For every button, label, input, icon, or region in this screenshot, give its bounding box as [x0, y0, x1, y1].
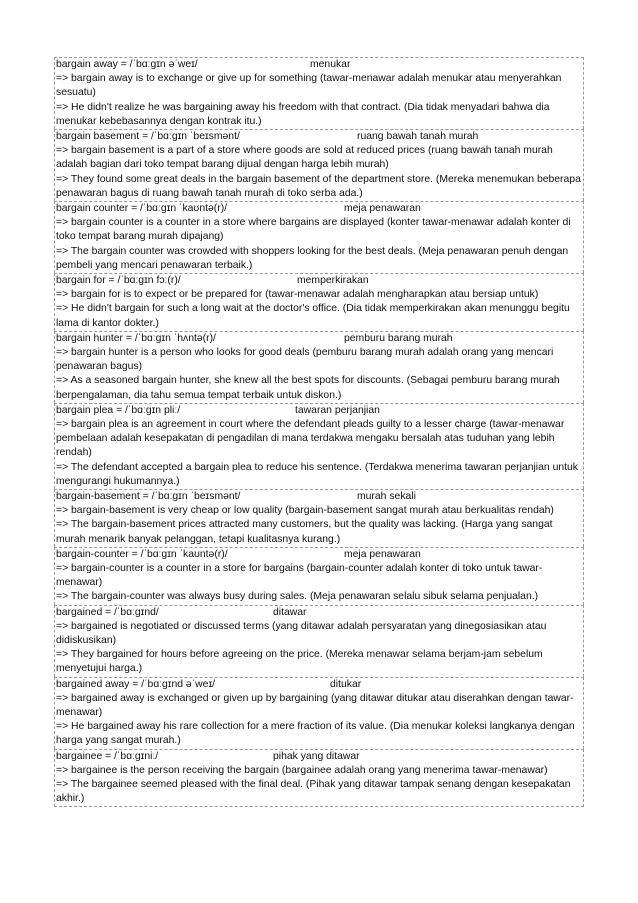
entry-example: => He bargained away his rare collection for a mere fraction of its value. (Dia menukar koleksi langkanya dengan harga yang sangat murah.) — [56, 721, 575, 747]
entry-example: => The bargainee seemed pleased with the final deal. (Pihak yang ditawar tampak senang dengan kesepakatan akhir.) — [56, 778, 571, 805]
entry-bargain-hunter — [54, 331, 584, 403]
entry-bargain-plea — [54, 403, 584, 489]
entry-term: bargain for = /ˈbɑːɡɪn fɔː(r)/ — [56, 275, 181, 286]
entry-example: => They found some great deals in the bargain basement of the department store. (Mereka menemukan beberapa penawaran bagus di ruang bawah tanah murah di toko serba ada.) — [56, 173, 581, 199]
entry-definition: => bargain away is to exchange or give up for something (tawar-menawar adalah menukar atau menyerahkan sesuatu) — [56, 73, 562, 99]
entry-bargain-basement-adj — [54, 489, 584, 547]
entry-definition: => bargained is negotiated or discussed terms (yang ditawar adalah persyaratan yang dinegosiasikan atau didiskusikan) — [56, 620, 547, 646]
entry-translation: ditukar — [330, 678, 362, 690]
entry-bargain-basement — [54, 129, 584, 201]
entry-definition: => bargain-basement is very cheap or low quality (bargain-basement sangat murah atau berkualitas rendah) — [56, 505, 554, 517]
entry-term: bargain away = /ˈbɑːɡɪn əˈweɪ/ — [56, 59, 198, 70]
entry-bargained — [54, 605, 584, 677]
entry-translation: ditawar — [273, 606, 307, 618]
entry-example: => The defendant accepted a bargain plea to reduce his sentence. (Terdakwa menerima tawaran perjanjian untuk mengurangi hukumannya.) — [56, 461, 578, 487]
entry-term: bargain-basement = /ˈbɑːɡɪn ˈbeɪsmənt/ — [56, 491, 241, 502]
entry-term: bargainee = /ˈbɑːɡɪniː/ — [56, 750, 159, 762]
entry-example: => He didn't realize he was bargaining away his freedom with that contract. (Dia tidak menyadari bahwa dia menukar kebebasannya dengan kontrak itu.) — [56, 101, 550, 127]
entry-definition: => bargainee is the person receiving the bargain (bargainee adalah orang yang menerima tawar-menawar) — [56, 764, 548, 776]
entry-translation: memperkirakan — [297, 275, 369, 286]
entry-definition: => bargain plea is an agreement in court where the defendant pleads guilty to a lesser charge (tawar-menawar pembelaan adalah kesepakatan di pengadilan di mana terdakwa mengaku bersalah atas tuduhan yang lebih rendah) — [56, 418, 565, 459]
entry-term: bargain basement = /ˈbɑːɡɪn ˈbeɪsmənt/ — [56, 131, 240, 142]
entry-term: bargain hunter = /ˈbɑːɡɪn ˈhʌntə(r)/ — [56, 332, 216, 344]
entry-bargainee — [54, 749, 584, 808]
entry-definition: => bargain basement is a part of a store where goods are sold at reduced prices (ruang bawah tanah murah adalah bagian dari toko tempat barang dijual dengan harga lebih murah) — [56, 145, 553, 171]
entry-example: => As a seasoned bargain hunter, she knew all the best spots for discounts. (Sebagai pemburu barang murah berpengalaman, dia tahu semua tempat terbaik untuk diskon.) — [56, 375, 560, 401]
entry-bargained-away — [54, 677, 584, 749]
entry-term: bargain plea = /ˈbɑːɡɪn pliː/ — [56, 404, 181, 416]
entry-translation: tawaran perjanjian — [295, 404, 380, 416]
entry-term: bargained = /ˈbɑːɡɪnd/ — [56, 606, 159, 618]
entry-example: => The bargain-basement prices attracted many customers, but the quality was lacking. (Harga yang sangat murah menarik banyak pelanggan, tetapi kualitasnya kurang.) — [56, 519, 553, 545]
entry-translation: menukar — [310, 59, 351, 70]
entry-bargain-counter-adj — [54, 547, 584, 605]
entry-bargain-counter — [54, 201, 584, 273]
entry-translation: meja penawaran — [344, 203, 421, 214]
entry-translation: ruang bawah tanah murah — [357, 131, 479, 142]
entry-translation: pemburu barang murah — [344, 332, 453, 344]
dictionary-document — [54, 57, 584, 807]
entry-translation: pihak yang ditawar — [273, 750, 360, 762]
entry-bargain-away — [54, 57, 584, 129]
entry-term: bargain counter = /ˈbɑːɡɪn ˈkaʊntə(r)/ — [56, 203, 228, 214]
entry-definition: => bargain-counter is a counter in a store for bargains (bargain-counter adalah konter di toko untuk tawar-menawar) — [56, 562, 543, 589]
entry-term: bargained away = /ˈbɑːɡɪnd əˈweɪ/ — [56, 678, 216, 690]
entry-example: => The bargain counter was crowded with shoppers looking for the best deals. (Meja penawaran penuh dengan pembeli yang mencari penawaran terbaik.) — [56, 245, 569, 271]
entry-definition: => bargained away is exchanged or given up by bargaining (yang ditawar ditukar atau diserahkan dengan tawar-menawar) — [56, 692, 574, 718]
entry-example: => He didn't bargain for such a long wait at the doctor's office. (Dia tidak memperkirakan akan menunggu begitu lama di kantor dokter.) — [56, 303, 570, 329]
entry-definition: => bargain for is to expect or be prepared for (tawar-menawar adalah mengharapkan atau bersiap untuk) — [56, 289, 539, 301]
entry-definition: => bargain hunter is a person who looks for good deals (pemburu barang murah adalah orang yang mencari penawaran bagus) — [56, 346, 554, 373]
entry-example: => They bargained for hours before agreeing on the price. (Mereka menawar selama berjam-jam sebelum menyetujui harga.) — [56, 649, 543, 675]
entry-definition: => bargain counter is a counter in a store where bargains are displayed (konter tawar-menawar adalah konter di toko tempat barang murah dipajang) — [56, 217, 571, 243]
entry-bargain-for — [54, 273, 584, 331]
entry-term: bargain-counter = /ˈbɑːɡɪn ˈkaʊntə(r)/ — [56, 548, 228, 560]
entry-translation: murah sekali — [357, 491, 416, 502]
entry-example: => The bargain-counter was always busy during sales. (Meja penawaran selalu sibuk selama penjualan.) — [56, 591, 539, 603]
entry-translation: meja penawaran — [344, 548, 421, 560]
